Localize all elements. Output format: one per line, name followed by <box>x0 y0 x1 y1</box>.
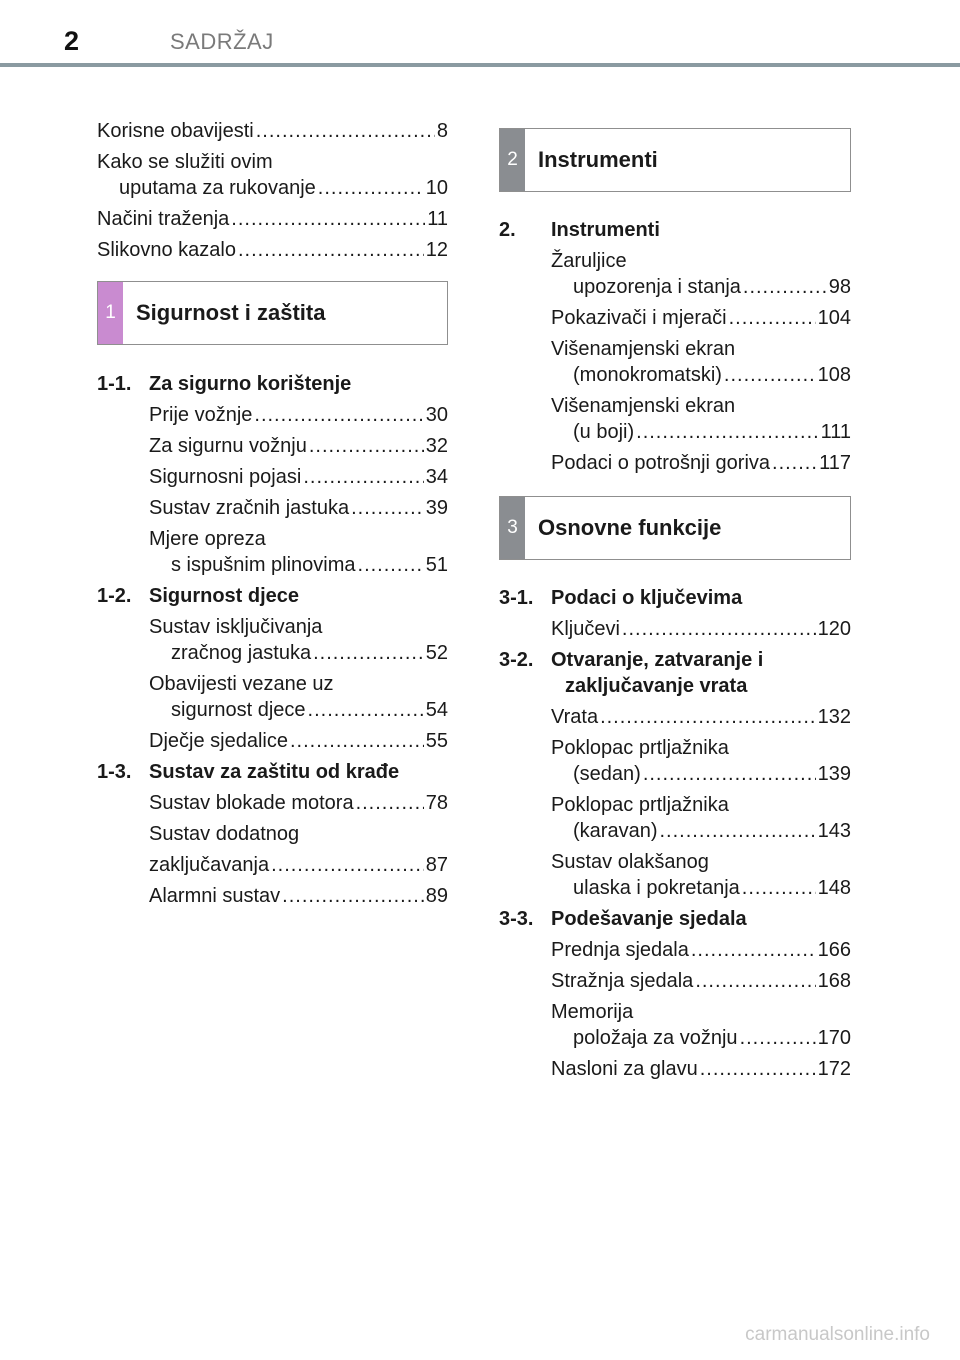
toc-entry-text: uputama za rukovanje <box>119 177 316 199</box>
page-header <box>0 0 960 68</box>
toc-entry-line <box>551 393 851 419</box>
chapter-title-line: Podaci o ključevima <box>551 587 743 609</box>
toc-entry <box>551 1056 851 1082</box>
watermark: carmanualsonline.info <box>745 1324 930 1345</box>
dot-leader <box>313 640 424 666</box>
toc-entry-text: Načini traženja <box>97 208 230 230</box>
toc-entry-line <box>551 761 851 787</box>
toc-entry-text: položaja za vožnju <box>573 1027 738 1049</box>
toc-entry-text: Višenamjenski ekran <box>551 338 736 360</box>
chapter-heading <box>97 371 448 397</box>
toc-entry-line <box>551 999 851 1025</box>
chapter-entries <box>499 616 851 642</box>
chapter-number: 3-1. <box>499 587 534 609</box>
dot-leader <box>772 450 817 476</box>
dot-leader <box>724 362 816 388</box>
dot-leader <box>636 419 818 445</box>
chapter-title <box>551 647 851 699</box>
toc-entry-text: ulaska i pokretanja <box>573 877 740 899</box>
toc-page-number: 132 <box>817 706 851 728</box>
toc-entry <box>149 821 448 878</box>
toc-entry-line <box>97 118 448 144</box>
toc-entry-line <box>149 433 448 459</box>
toc-page-number: 39 <box>425 497 448 519</box>
dot-leader <box>309 433 424 459</box>
toc-entry <box>149 728 448 754</box>
chapter-entries <box>499 937 851 1082</box>
toc-entry-line <box>149 640 448 666</box>
toc-entry-text: Sigurnosni pojasi <box>149 466 302 488</box>
toc-entry <box>149 671 448 723</box>
toc-entry <box>97 206 448 232</box>
chapter-heading <box>97 583 448 609</box>
toc-entry <box>551 336 851 388</box>
toc-page-number: 34 <box>425 466 448 488</box>
toc-entry <box>149 614 448 666</box>
toc-page-number: 120 <box>817 618 851 640</box>
toc-page-number: 10 <box>425 177 448 199</box>
chapter-number: 3-2. <box>499 649 534 671</box>
toc-entry-text: Žaruljice <box>551 250 627 272</box>
toc-entry-line <box>149 728 448 754</box>
toc-page-number: 52 <box>425 642 448 664</box>
dot-leader <box>729 305 816 331</box>
chapter-title-line: Za sigurno korištenje <box>149 373 352 395</box>
toc-page-number: 108 <box>817 364 851 386</box>
dot-leader <box>700 1056 816 1082</box>
toc-entry-text: upozorenja i stanja <box>573 276 741 298</box>
toc-page-number: 8 <box>436 120 448 142</box>
toc-entry-line <box>149 526 448 552</box>
toc-entry-line <box>149 697 448 723</box>
toc-entry <box>551 450 851 476</box>
toc-entry-text: Stražnja sjedala <box>551 970 694 992</box>
section-1-box <box>97 281 448 345</box>
dot-leader <box>271 852 424 878</box>
toc-page-number: 55 <box>425 730 448 752</box>
toc-entry-line <box>551 704 851 730</box>
toc-page-number: 148 <box>817 877 851 899</box>
toc-entry-line <box>97 175 448 201</box>
toc-entry <box>551 937 851 963</box>
toc-entry-line <box>551 968 851 994</box>
toc-entry <box>97 237 448 263</box>
toc-page-number: 117 <box>819 452 851 474</box>
toc-entry-text: Podaci o potrošnji goriva <box>551 452 771 474</box>
toc-entry-line <box>149 821 448 847</box>
section-3-tab: 3 <box>500 497 525 559</box>
dot-leader <box>351 495 424 521</box>
toc-entry <box>551 849 851 901</box>
dot-leader <box>659 818 815 844</box>
section-1-chapters <box>97 371 448 909</box>
toc-entry-line <box>97 237 448 263</box>
toc-entry-text: Sustav olakšanog <box>551 851 709 873</box>
toc-page-number: 51 <box>425 554 448 576</box>
page-title: SADRŽAJ <box>170 29 274 54</box>
toc-entry <box>97 149 448 201</box>
chapter-title-line: Sigurnost djece <box>149 585 300 607</box>
right-column <box>499 128 851 1087</box>
chapter-entries <box>499 704 851 901</box>
toc-entry-line <box>551 937 851 963</box>
toc-entry <box>149 495 448 521</box>
toc-entry-text: Poklopac prtljažnika <box>551 737 729 759</box>
toc-entry-line <box>97 149 448 175</box>
toc-page-number: 32 <box>425 435 448 457</box>
chapter-title <box>149 583 448 609</box>
section-2-box <box>499 128 851 192</box>
chapter-number: 1-3. <box>97 761 132 783</box>
chapter-number: 3-3. <box>499 908 534 930</box>
toc-entry-text: Pokazivači i mjerači <box>551 307 727 329</box>
dot-leader <box>231 206 425 232</box>
toc-entry <box>551 616 851 642</box>
toc-entry-line <box>97 206 448 232</box>
toc-entry-text: Sustav isključivanja <box>149 616 323 638</box>
toc-entry-line <box>551 450 851 476</box>
toc-entry <box>149 883 448 909</box>
chapter-number: 1-1. <box>97 373 132 395</box>
toc-entry-line <box>551 792 851 818</box>
dot-leader <box>308 697 424 723</box>
toc-entry-text: Mjere opreza <box>149 528 266 550</box>
chapter-title-line: Podešavanje sjedala <box>551 908 747 930</box>
toc-entry <box>149 790 448 816</box>
toc-entry-line <box>551 735 851 761</box>
toc-entry-text: Korisne obavijesti <box>97 120 254 142</box>
toc-entry <box>551 999 851 1051</box>
toc-entry-line <box>551 818 851 844</box>
dot-leader <box>600 704 816 730</box>
chapter-title-line: Instrumenti <box>551 219 660 241</box>
chapter-heading <box>499 585 851 611</box>
dot-leader <box>303 464 423 490</box>
toc-entry-text: (sedan) <box>573 763 641 785</box>
section-3-chapters <box>499 585 851 1082</box>
toc-entry-text: Memorija <box>551 1001 634 1023</box>
toc-entry-text: (monokromatski) <box>573 364 722 386</box>
toc-entry-text: (karavan) <box>573 820 658 842</box>
toc-entry-text: Kako se služiti ovim <box>97 151 273 173</box>
dot-leader <box>695 968 815 994</box>
toc-page-number: 78 <box>425 792 448 814</box>
toc-entry-text: Dječje sjedalice <box>149 730 288 752</box>
toc-entry-line <box>551 616 851 642</box>
toc-page-number: 170 <box>817 1027 851 1049</box>
toc-entry-text: Sustav zračnih jastuka <box>149 497 350 519</box>
toc-page-number: 12 <box>425 239 448 261</box>
toc-entry-line <box>149 614 448 640</box>
toc-page-number: 143 <box>817 820 851 842</box>
toc-entry-text: sigurnost djece <box>171 699 306 721</box>
toc-entry-line <box>551 305 851 331</box>
toc-entry-text: Slikovno kazalo <box>97 239 236 261</box>
toc-page-number: 54 <box>425 699 448 721</box>
toc-entry-text: Obavijesti vezane uz <box>149 673 334 695</box>
page-number: 2 <box>64 26 80 56</box>
toc-entry-line <box>149 495 448 521</box>
section-2-tab: 2 <box>500 129 525 191</box>
toc-entry <box>551 792 851 844</box>
toc-entry <box>149 402 448 428</box>
chapter-title-line: Sustav za zaštitu od krađe <box>149 761 400 783</box>
chapter-title <box>149 371 448 397</box>
toc-page-number: 111 <box>820 421 851 443</box>
toc-entry-text: Prednja sjedala <box>551 939 689 961</box>
section-1-title: Sigurnost i zaštita <box>136 300 326 325</box>
toc-page-number: 172 <box>817 1058 851 1080</box>
dot-leader <box>691 937 816 963</box>
dot-leader <box>742 875 816 901</box>
dot-leader <box>256 118 435 144</box>
toc-entry-text: Za sigurnu vožnju <box>149 435 307 457</box>
toc-entry-text: Vrata <box>551 706 599 728</box>
chapter-number: 1-2. <box>97 585 132 607</box>
dot-leader <box>358 552 424 578</box>
toc-entry <box>551 968 851 994</box>
section-2-chapters <box>499 217 851 476</box>
toc-entry <box>551 704 851 730</box>
toc-page-number: 166 <box>817 939 851 961</box>
toc-entry-text: Ključevi <box>551 618 620 640</box>
chapter-heading <box>97 759 448 785</box>
toc-entry-line <box>551 274 851 300</box>
toc-page-number: 30 <box>425 404 448 426</box>
chapter-number: 2. <box>499 219 516 241</box>
toc-page-number: 89 <box>425 885 448 907</box>
toc-entry <box>149 464 448 490</box>
chapter-title-line: zaključavanje vrata <box>565 675 748 697</box>
toc-entry-text: zaključavanja <box>149 854 270 876</box>
toc-entry-line <box>149 790 448 816</box>
toc-entry-line <box>551 362 851 388</box>
dot-leader <box>238 237 424 263</box>
section-2-title: Instrumenti <box>538 147 658 172</box>
section-3-box <box>499 496 851 560</box>
toc-entry-line <box>149 552 448 578</box>
dot-leader <box>740 1025 816 1051</box>
toc-entry-line <box>551 419 851 445</box>
toc-entry-text: s ispušnim plinovima <box>171 554 356 576</box>
toc-entry-text: Sustav dodatnog <box>149 823 300 845</box>
dot-leader <box>318 175 424 201</box>
section-1-tab: 1 <box>98 282 123 344</box>
section-3-title: Osnovne funkcije <box>538 515 722 540</box>
toc-page-number: 104 <box>817 307 851 329</box>
toc-entry <box>149 433 448 459</box>
toc-entry-text: (u boji) <box>573 421 635 443</box>
chapter-heading <box>499 217 851 243</box>
toc-entry-line <box>551 1056 851 1082</box>
chapter-title <box>551 906 851 932</box>
dot-leader <box>290 728 424 754</box>
chapter-entries <box>499 248 851 476</box>
chapter-title <box>551 217 851 243</box>
toc-entry-line <box>551 248 851 274</box>
toc-entry-line <box>551 1025 851 1051</box>
toc-page-number: 168 <box>817 970 851 992</box>
toc-entry-text: Alarmni sustav <box>149 885 281 907</box>
left-column <box>97 118 448 914</box>
toc-entry-text: zračnog jastuka <box>171 642 312 664</box>
toc-entry-text: Višenamjenski ekran <box>551 395 736 417</box>
toc-page-number: 98 <box>828 276 851 298</box>
chapter-title-line: Otvaranje, zatvaranje i <box>551 649 764 671</box>
toc-page-number: 87 <box>425 854 448 876</box>
toc-entry <box>551 393 851 445</box>
toc-entry-text: Poklopac prtljažnika <box>551 794 729 816</box>
toc-page-number: 139 <box>817 763 851 785</box>
toc-entry-line <box>551 875 851 901</box>
chapter-entries <box>97 402 448 578</box>
dot-leader <box>282 883 424 909</box>
dot-leader <box>643 761 816 787</box>
toc-entry <box>97 118 448 144</box>
toc-entry-line <box>149 464 448 490</box>
chapter-entries <box>97 614 448 754</box>
intro-entries <box>97 118 448 263</box>
toc-entry <box>551 248 851 300</box>
chapter-title <box>149 759 448 785</box>
chapter-entries <box>97 790 448 909</box>
dot-leader <box>743 274 827 300</box>
dot-leader <box>356 790 424 816</box>
toc-entry-text: Sustav blokade motora <box>149 792 354 814</box>
toc-entry-line <box>149 402 448 428</box>
toc-entry-line <box>551 336 851 362</box>
dot-leader <box>622 616 816 642</box>
toc-entry-line <box>149 883 448 909</box>
toc-entry <box>551 735 851 787</box>
toc-entry <box>149 526 448 578</box>
toc-entry-text: Prije vožnje <box>149 404 253 426</box>
chapter-heading <box>499 647 851 699</box>
dot-leader <box>254 402 423 428</box>
toc-entry-text: Nasloni za glavu <box>551 1058 698 1080</box>
header-rule <box>0 63 960 67</box>
toc-entry <box>551 305 851 331</box>
toc-entry-line <box>551 849 851 875</box>
chapter-heading <box>499 906 851 932</box>
toc-entry-line <box>149 852 448 878</box>
toc-page-number: 11 <box>427 208 448 230</box>
chapter-title <box>551 585 851 611</box>
toc-entry-line <box>149 671 448 697</box>
